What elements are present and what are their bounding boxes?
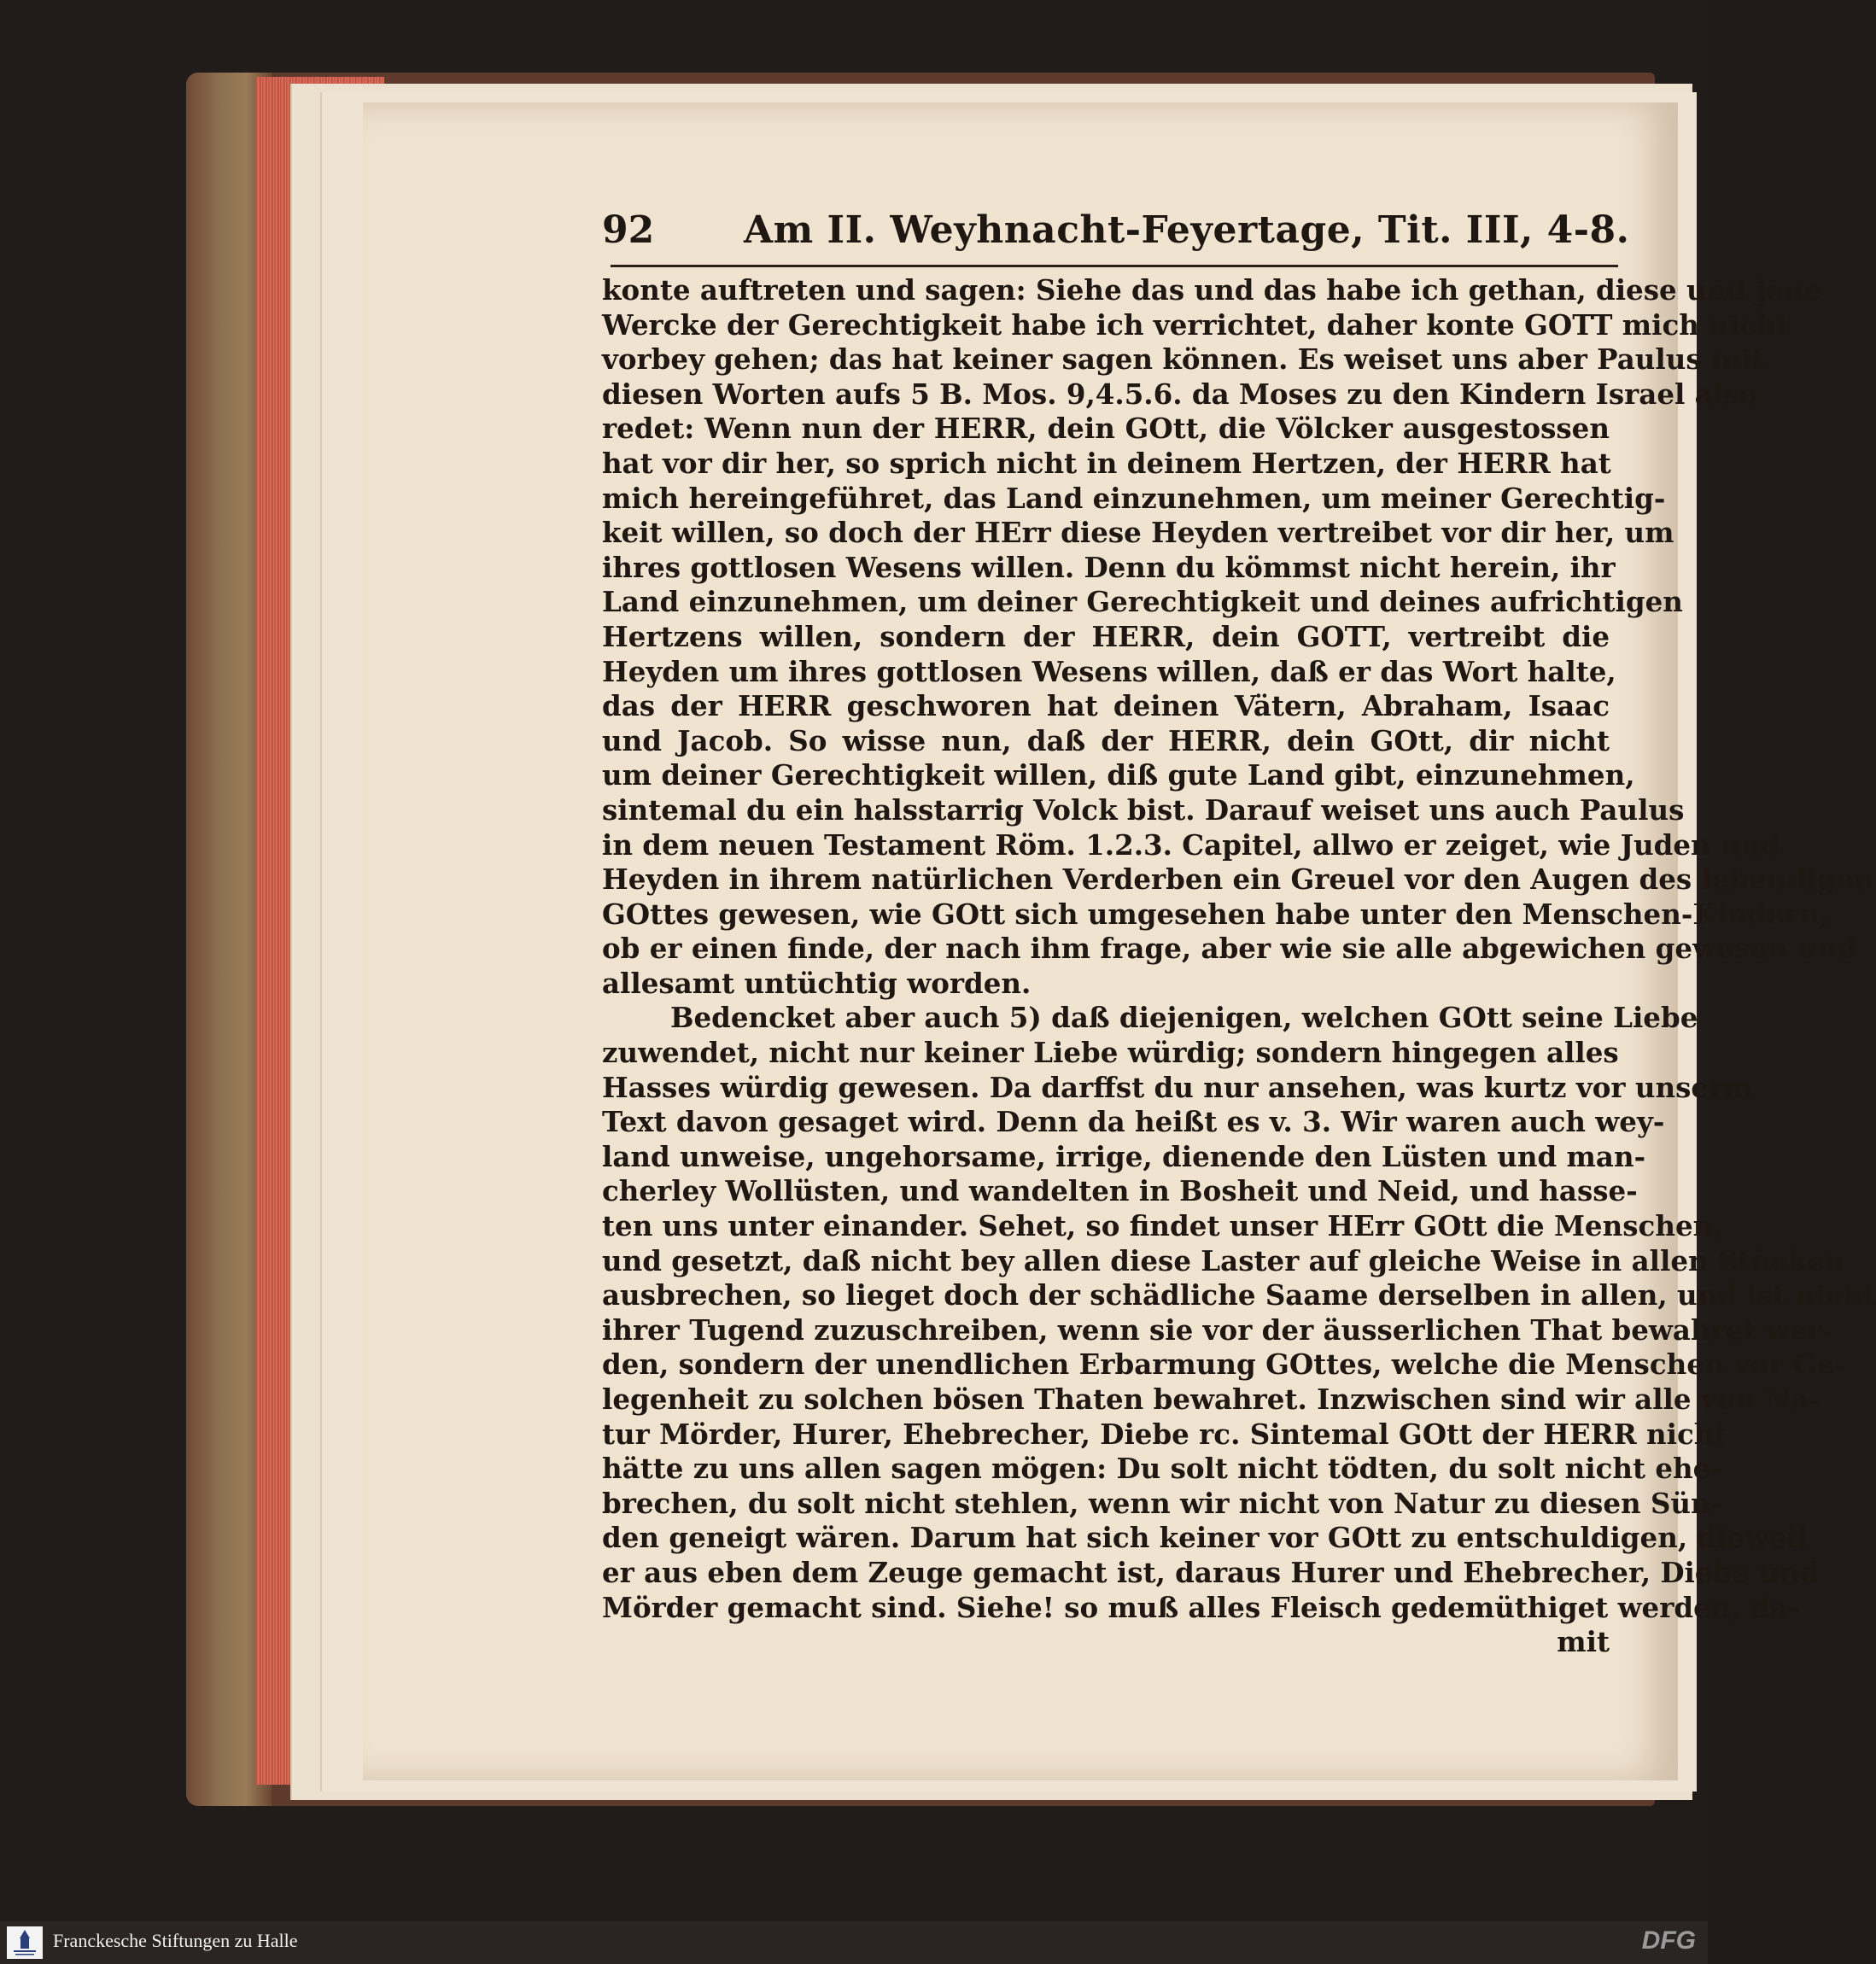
text-line: konte auftreten und sagen: Siehe das und das habe ich gethan, diese und jene bbox=[602, 273, 1822, 307]
text-line: Bedencket aber auch 5) daß diejenigen, welchen GOtt seine Liebe bbox=[670, 1001, 1698, 1035]
institution-name: Franckesche Stiftungen zu Halle bbox=[53, 1930, 298, 1951]
text-line: Text davon gesaget wird. Denn da heißt es v. 3. Wir waren auch wey- bbox=[602, 1105, 1665, 1139]
body-text bbox=[602, 273, 1876, 1660]
text-line: mich hereingeführet, das Land einzunehmen, um meiner Gerechtig- bbox=[602, 481, 1666, 515]
text-line: und gesetzt, daß nicht bey allen diese Laster auf gleiche Weise in allen Stücken bbox=[602, 1243, 1845, 1277]
text-line: Land einzunehmen, um deiner Gerechtigkeit und deines aufrichtigen bbox=[602, 585, 1683, 619]
text-line: Heyden um ihres gottlosen Wesens willen, daß er das Wort halte, bbox=[602, 654, 1616, 688]
page-text-block bbox=[602, 203, 1876, 1659]
text-line: um deiner Gerechtigkeit willen, diß gute Land gibt, einzunehmen, bbox=[602, 758, 1635, 792]
text-line: den, sondern der unendlichen Erbarmung GOttes, welche die Menschen vor Ge- bbox=[602, 1347, 1846, 1382]
text-line: keit willen, so doch der HErr diese Heyden vertreibet vor dir her, um bbox=[602, 516, 1674, 550]
text-line: das der HERR geschworen hat deinen Vätern, Abraham, Isaac bbox=[602, 689, 1610, 723]
text-line: in dem neuen Testament Röm. 1.2.3. Capitel, allwo er zeiget, wie Juden und bbox=[602, 827, 1780, 862]
text-line: vorbey gehen; das hat keiner sagen können. Es weiset uns aber Paulus mit bbox=[602, 342, 1764, 377]
text-line: redet: Wenn nun der HERR, dein GOtt, die Völcker ausgestossen bbox=[602, 412, 1610, 446]
text-line: cherley Wollüsten, und wandelten in Bosheit und Neid, und hasse- bbox=[602, 1174, 1638, 1208]
catchword: mit bbox=[1557, 1625, 1610, 1659]
text-line: Hertzens willen, sondern der HERR, dein GOTT, vertreibt die bbox=[602, 619, 1610, 653]
footer-bar bbox=[0, 1921, 1708, 1964]
header-rule bbox=[611, 265, 1618, 267]
text-line: zuwendet, nicht nur keiner Liebe würdig; sondern hingegen alles bbox=[602, 1036, 1619, 1070]
text-line: Heyden in ihrem natürlichen Verderben ein Greuel vor den Augen des lebendigen bbox=[602, 862, 1874, 897]
funder-logo-text: DFG bbox=[1641, 1926, 1696, 1955]
text-line: ihres gottlosen Wesens willen. Denn du kömmst nicht herein, ihr bbox=[602, 550, 1616, 584]
text-line: und Jacob. So wisse nun, daß der HERR, dein GOtt, dir nicht bbox=[602, 723, 1610, 757]
page-number: 92 bbox=[602, 208, 655, 252]
text-line: ausbrechen, so lieget doch der schädliche Saame derselben in allen, und ist nicht bbox=[602, 1278, 1876, 1312]
text-line: brechen, du solt nicht stehlen, wenn wir nicht von Natur zu diesen Sün- bbox=[602, 1486, 1723, 1520]
text-line: ten uns unter einander. Sehet, so findet unser HErr GOtt die Menschen, bbox=[602, 1209, 1723, 1243]
text-line: land unweise, ungehorsame, irrige, dienende den Lüsten und man- bbox=[602, 1139, 1646, 1173]
text-line: allesamt untüchtig worden. bbox=[602, 966, 1032, 1000]
text-line: den geneigt wären. Darum hat sich keiner vor GOtt zu entschuldigen, dieweil bbox=[602, 1521, 1808, 1555]
text-line: GOttes gewesen, wie GOtt sich umgesehen habe unter den Menschen-Kindern, bbox=[602, 897, 1830, 931]
institution-logo-icon bbox=[7, 1926, 43, 1959]
text-line: Wercke der Gerechtigkeit habe ich verrichtet, daher konte GOTT mich nicht bbox=[602, 307, 1790, 342]
text-line: ob er einen finde, der nach ihm frage, aber wie sie alle abgewichen gewesen und bbox=[602, 932, 1857, 966]
text-line: Hasses würdig gewesen. Da darffst du nur ansehen, was kurtz vor unserm bbox=[602, 1070, 1753, 1104]
text-line: Mörder gemacht sind. Siehe! so muß alles Fleisch gedemüthiget werden, da- bbox=[602, 1590, 1800, 1624]
text-line: er aus eben dem Zeuge gemacht ist, daraus Hurer und Ehebrecher, Diebe und bbox=[602, 1555, 1820, 1589]
page-header bbox=[602, 203, 1630, 263]
text-line: tur Mörder, Hurer, Ehebrecher, Diebe rc. Sintemal GOtt der HERR nicht bbox=[602, 1417, 1727, 1451]
text-line: hat vor dir her, so sprich nicht in deinem Hertzen, der HERR hat bbox=[602, 446, 1611, 480]
text-line: sintemal du ein halsstarrig Volck bist. Darauf weiset uns auch Paulus bbox=[602, 792, 1685, 827]
text-line: hätte zu uns allen sagen mögen: Du solt nicht tödten, du solt nicht ehe- bbox=[602, 1452, 1722, 1486]
text-line: legenheit zu solchen bösen Thaten bewahret. Inzwischen sind wir alle von Na- bbox=[602, 1382, 1820, 1416]
text-line: diesen Worten aufs 5 B. Mos. 9,4.5.6. da Moses zu den Kindern Israel also bbox=[602, 377, 1758, 411]
running-title: Am II. Weyhnacht-Feyertage, Tit. III, 4-8. bbox=[744, 208, 1630, 252]
text-line: ihrer Tugend zuzuschreiben, wenn sie vor der äusserlichen That bewahret wer- bbox=[602, 1312, 1833, 1347]
